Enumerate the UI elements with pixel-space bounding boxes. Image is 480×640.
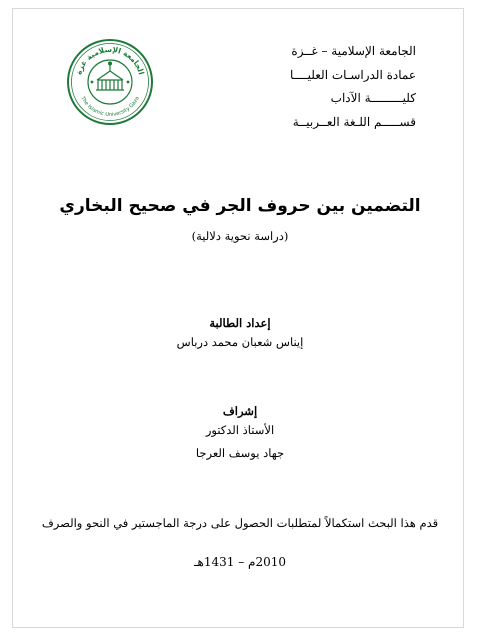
header-faculty: كليـــــــــة الآداب (330, 91, 416, 105)
header-graduate-studies: عمادة الدراسـات العليــــا (289, 67, 416, 82)
svg-text:The Islamic University Gaza (79, 95, 141, 118)
logo-english-text: The Islamic University Gaza (79, 95, 141, 119)
degree-note: قدم هذا البحث استكمالاً لمتطلبات الحصول على درجة الماجستير في النحو والصرف (41, 516, 439, 530)
institution-header (246, 40, 416, 134)
thesis-title: التضمين بين حروف الجر في صحيح البخاري (59, 196, 421, 216)
supervisor-label: إشراف (222, 404, 258, 418)
logo-arabic-text: الجامعة الإسلامية غزة (74, 44, 146, 76)
header-department: قســـــم اللـغة العــربيــة (292, 114, 416, 129)
university-logo (66, 38, 154, 126)
preparer-label: إعداد الطالبة (209, 316, 271, 330)
supervisor-rank: الأستاذ الدكتور (205, 423, 275, 437)
thesis-subtitle: (دراسة نحوية دلالية) (191, 229, 289, 243)
thesis-date: 2010م – 1431هـ (194, 555, 286, 569)
supervisor-name: جهاد يوسف العرجا (195, 446, 285, 460)
preparer-name: إيناس شعبان محمد درباس (176, 335, 304, 349)
header-university: الجامعة الإسلامية – غــزة (291, 44, 416, 58)
